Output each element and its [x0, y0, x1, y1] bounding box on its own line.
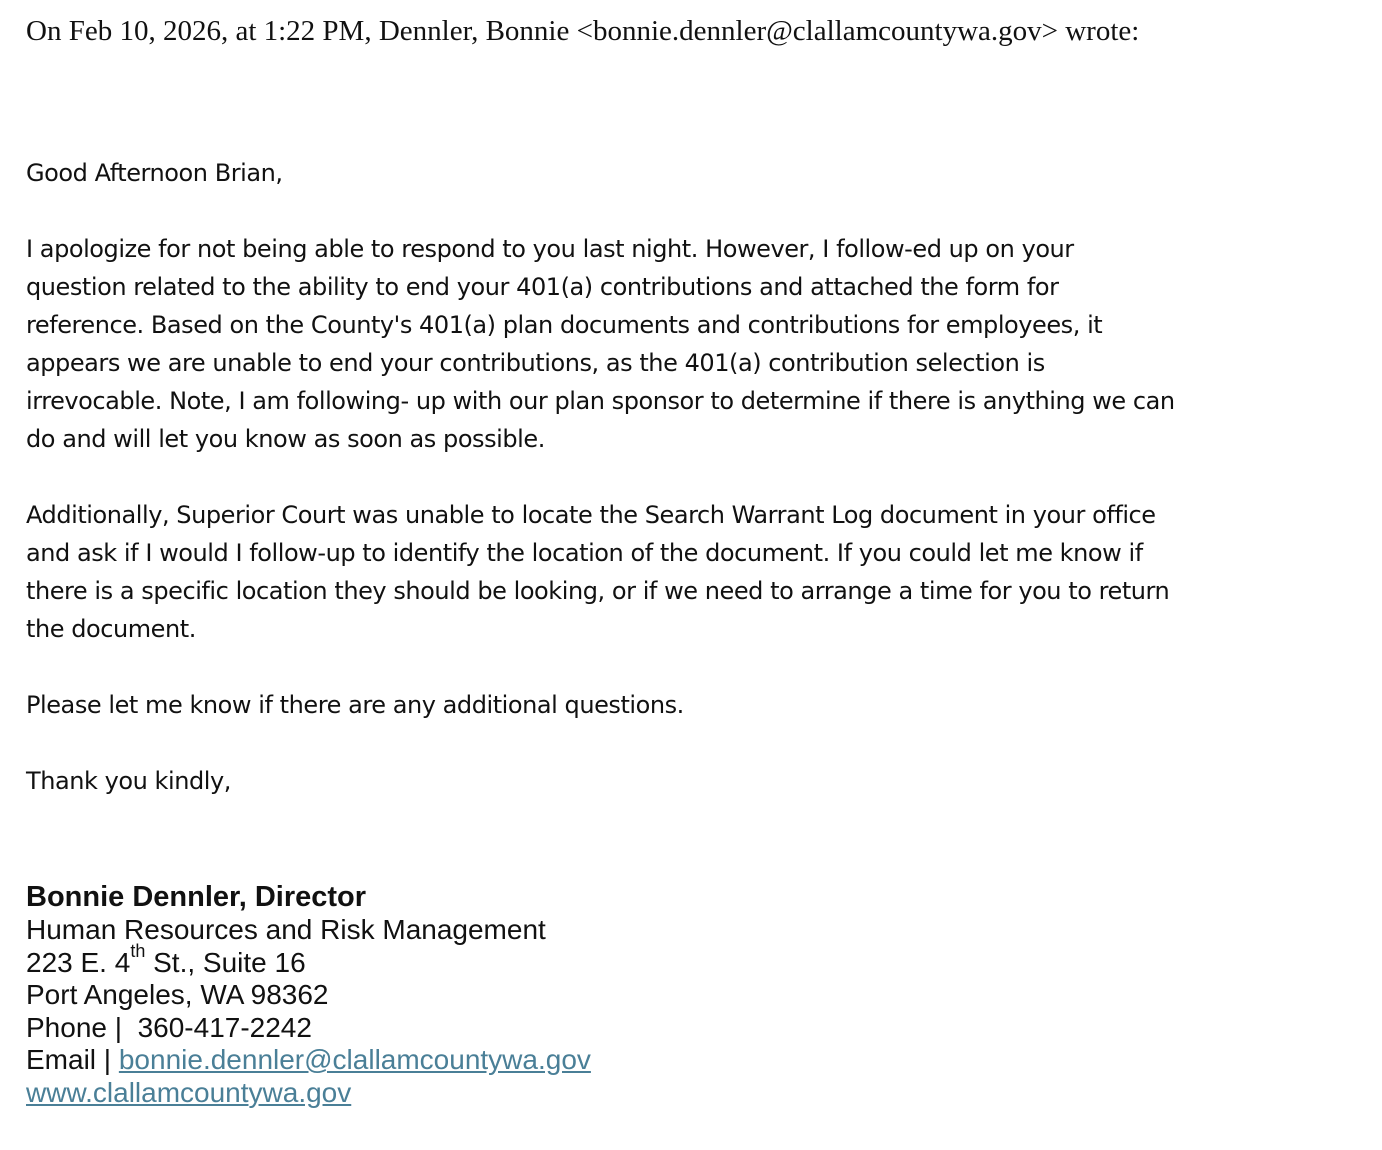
paragraph-questions: Please let me know if there are any additional questions. [26, 691, 684, 719]
paragraph-line: reference. Based on the County's 401(a) plan documents and contributions for employees, it [26, 311, 1103, 339]
email-link[interactable]: bonnie.dennler@clallamcountywa.gov [118, 1044, 591, 1075]
signature-department: Human Resources and Risk Management [26, 914, 546, 945]
paragraph-line: irrevocable. Note, I am following- up with our plan sponsor to determine if there is anything we can [26, 387, 1175, 415]
paragraph-line: the document. [26, 615, 196, 643]
signature-email [26, 1044, 1366, 1077]
greeting: Good Afternoon Brian, [26, 159, 283, 187]
address-street: 223 E. 4 [26, 946, 131, 978]
email-signature [26, 880, 1366, 1109]
email-message [26, 0, 1366, 1109]
signature-website [26, 1077, 1366, 1110]
address-suite: St., Suite 16 [145, 946, 306, 978]
paragraph-line: there is a specific location they should be looking, or if we need to arrange a time for you to return [26, 577, 1170, 605]
signature-phone [26, 1012, 1366, 1045]
paragraph-line: Additionally, Superior Court was unable to locate the Search Warrant Log document in your office [26, 501, 1156, 529]
paragraph-line: I apologize for not being able to respond to you last night. However, I follow-ed up on your [26, 235, 1074, 263]
paragraph-contributions [26, 230, 1366, 458]
quote-header: On Feb 10, 2026, at 1:22 PM, Dennler, Bonnie <bonnie.dennler@clallamcountywa.gov> wrote: [26, 15, 1140, 47]
signature-name: Bonnie Dennler, Director [26, 881, 367, 913]
signature-address [26, 941, 1366, 980]
paragraph-line: question related to the ability to end your 401(a) contributions and attached the form for [26, 273, 1059, 301]
phone-label: Phone | [26, 1011, 138, 1043]
paragraph-line: appears we are unable to end your contributions, as the 401(a) contribution selection is [26, 349, 1045, 377]
email-label: Email | [26, 1044, 119, 1075]
phone-number: 360-417-2242 [137, 1011, 312, 1043]
signature-city: Port Angeles, WA 98362 [26, 979, 329, 1010]
website-link[interactable]: www.clallamcountywa.gov [26, 1076, 352, 1108]
address-ordinal: th [130, 941, 146, 962]
paragraph-line: do and will let you know as soon as possible. [26, 425, 545, 453]
paragraph-search-warrant [26, 496, 1366, 648]
paragraph-line: and ask if I would I follow-up to identify the location of the document. If you could let me know if [26, 539, 1143, 567]
closing: Thank you kindly, [26, 767, 231, 795]
